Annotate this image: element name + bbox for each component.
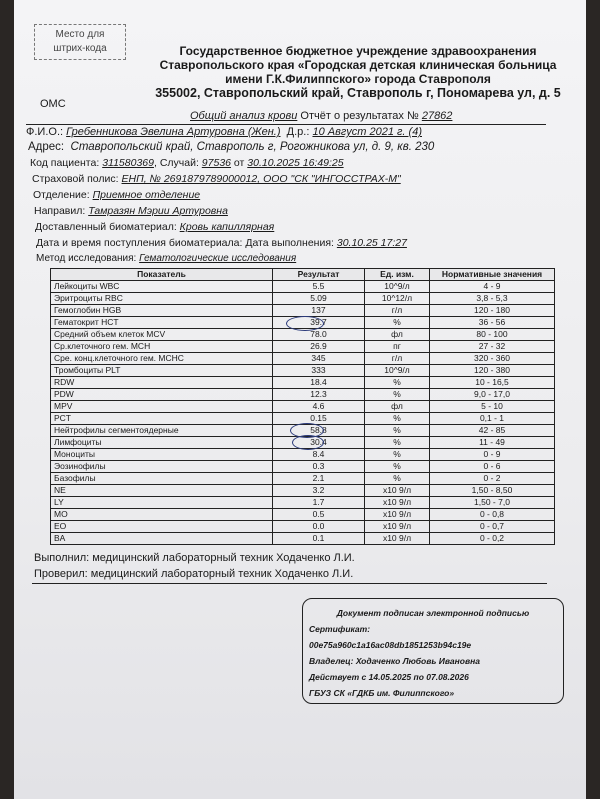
barcode-label: Место для <box>55 29 105 40</box>
unit-cell: 10^12/л <box>365 293 430 305</box>
norm-cell: 320 - 360 <box>430 353 555 365</box>
patient-code-row: Код пациента: 311580369, Случай: 97536 от 30.10.2025 16:49:25 <box>30 157 344 169</box>
unit-cell: % <box>365 377 430 389</box>
label: Адрес: <box>28 141 65 153</box>
result-cell: 2.1 <box>273 473 365 485</box>
performed-by: Выполнил: медицинский лабораторный техник Ходаченко Л.И. <box>34 552 355 564</box>
done-date: 30.10.25 17:27 <box>336 237 407 249</box>
result-cell: 12.3 <box>273 389 365 401</box>
divider <box>32 583 547 584</box>
test-name: Общий анализ крови <box>190 110 298 122</box>
result-cell: 137 <box>273 305 365 317</box>
parameter-cell: LY <box>51 497 273 509</box>
parameter-cell: Лейкоциты WBC <box>51 281 273 293</box>
norm-cell: 80 - 100 <box>430 329 555 341</box>
norm-cell: 0 - 0,8 <box>430 509 555 521</box>
signature-title: Документ подписан электронной подписью <box>336 608 530 618</box>
cert-validity: Действует с 14.05.2025 по 07.08.2026 <box>309 672 469 682</box>
parameter-cell: Лимфоциты <box>51 437 273 449</box>
table-row <box>51 305 555 317</box>
table-row <box>51 389 555 401</box>
unit-cell: пг <box>365 341 430 353</box>
parameter-cell: Средний объем клеток MCV <box>51 329 273 341</box>
label: Страховой полис: <box>32 173 119 185</box>
unit-cell: 10^9/л <box>365 281 430 293</box>
table-row <box>51 497 555 509</box>
result-cell: 0.5 <box>273 509 365 521</box>
cert-org: ГБУЗ СК «ГДКБ им. Филиппского» <box>309 688 455 698</box>
norm-cell: 0 - 2 <box>430 473 555 485</box>
table-row <box>51 509 555 521</box>
department-row <box>33 189 200 202</box>
referred-by: Тамразян Мэрии Артуровна <box>88 205 228 217</box>
patient-code: 311580369 <box>102 157 154 169</box>
norm-cell: 4 - 9 <box>430 281 555 293</box>
patient-name-row <box>26 126 422 139</box>
parameter-cell: Моноциты <box>51 449 273 461</box>
norm-cell: 1,50 - 8,50 <box>430 485 555 497</box>
header-unit: Ед. изм. <box>365 269 430 281</box>
result-cell: 18.4 <box>273 377 365 389</box>
referred-row <box>34 205 228 218</box>
table-row <box>51 353 555 365</box>
table-row <box>51 341 555 353</box>
pen-circle <box>286 316 324 331</box>
result-cell: 5.09 <box>273 293 365 305</box>
parameter-cell: MPV <box>51 401 273 413</box>
unit-cell: 10^9/л <box>365 365 430 377</box>
unit-cell: % <box>365 413 430 425</box>
result-cell: 0.15 <box>273 413 365 425</box>
parameter-cell: Тромбоциты PLT <box>51 365 273 377</box>
header-parameter: Показатель <box>51 269 273 281</box>
patient-address: Ставропольский край, Ставрополь г, Рогожникова ул, д. 9, кв. 230 <box>70 141 435 153</box>
unit-cell: % <box>365 437 430 449</box>
norm-cell: 27 - 32 <box>430 341 555 353</box>
parameter-cell: BA <box>51 533 273 545</box>
result-cell: 4.6 <box>273 401 365 413</box>
org-line: Государственное бюджетное учреждение здравоохранения <box>179 44 537 58</box>
report-title <box>190 110 452 123</box>
patient-dob: 10 Август 2021 г. (4) <box>312 126 422 138</box>
parameter-cell: Гемоглобин HGB <box>51 305 273 317</box>
unit-cell: x10 9/л <box>365 521 430 533</box>
unit-cell: x10 9/л <box>365 485 430 497</box>
biomaterial-row <box>35 221 274 234</box>
parameter-cell: EO <box>51 521 273 533</box>
unit-cell: % <box>365 389 430 401</box>
policy-row <box>32 173 401 186</box>
norm-cell: 3,8 - 5,3 <box>430 293 555 305</box>
barcode-placeholder <box>34 24 126 60</box>
table-row <box>51 473 555 485</box>
table-row <box>51 461 555 473</box>
unit-cell: % <box>365 317 430 329</box>
result-cell: 0.3 <box>273 461 365 473</box>
method: Гематологические исследования <box>139 253 297 264</box>
norm-cell: 0 - 0,2 <box>430 533 555 545</box>
org-address: 355002, Ставропольский край, Ставрополь г, Пономарева ул, д. 5 <box>155 86 561 100</box>
unit-cell: % <box>365 425 430 437</box>
method-row <box>36 252 296 265</box>
parameter-cell: Эозинофилы <box>51 461 273 473</box>
parameter-cell: NE <box>51 485 273 497</box>
table-row <box>51 281 555 293</box>
cert-id: 00e75a960c1a16ac08db1851253b94c19e <box>309 640 472 650</box>
parameter-cell: Гематокрит HCT <box>51 317 273 329</box>
result-cell: 345 <box>273 353 365 365</box>
result-cell: 78.0 <box>273 329 365 341</box>
cert-label: Сертификат: <box>309 624 371 634</box>
parameter-cell: PDW <box>51 389 273 401</box>
table-row <box>51 293 555 305</box>
unit-cell: x10 9/л <box>365 497 430 509</box>
unit-cell: % <box>365 449 430 461</box>
result-cell: 30.4 <box>273 437 365 449</box>
parameter-cell: Сре. конц.клеточного гем. MCHC <box>51 353 273 365</box>
result-cell: 39.7 <box>273 317 365 329</box>
department: Приемное отделение <box>92 189 201 201</box>
unit-cell: % <box>365 461 430 473</box>
address-row <box>28 141 434 154</box>
norm-cell: 9,0 - 17,0 <box>430 389 555 401</box>
dates-row <box>36 237 407 250</box>
case-date: 30.10.2025 16:49:25 <box>247 157 344 169</box>
table-row <box>51 401 555 413</box>
header-norm: Нормативные значения <box>430 269 555 281</box>
norm-cell: 0 - 0,7 <box>430 521 555 533</box>
result-cell: 8.4 <box>273 449 365 461</box>
e-signature-stamp <box>302 598 564 704</box>
header-result: Результат <box>273 269 365 281</box>
lab-report-page <box>14 0 586 799</box>
unit-cell: фл <box>365 401 430 413</box>
checked-by: Проверил: медицинский лабораторный техник Ходаченко Л.И. <box>34 568 354 580</box>
biomaterial: Кровь капиллярная <box>179 221 275 233</box>
label: Доставленный биоматериал: <box>35 221 177 233</box>
oms-label: ОМС <box>40 98 66 110</box>
result-cell: 5.5 <box>273 281 365 293</box>
patient-name: Гребенникова Эвелина Артуровна (Жен.) <box>66 126 281 138</box>
results-table <box>50 268 555 545</box>
label: Дата и время поступления биоматериала: <box>36 237 243 249</box>
norm-cell: 11 - 49 <box>430 437 555 449</box>
norm-cell: 5 - 10 <box>430 401 555 413</box>
table-row <box>51 485 555 497</box>
case-number: 97536 <box>201 157 231 169</box>
norm-cell: 42 - 85 <box>430 425 555 437</box>
norm-cell: 120 - 380 <box>430 365 555 377</box>
table-row <box>51 521 555 533</box>
unit-cell: фл <box>365 329 430 341</box>
report-label: Отчёт о результатах № <box>300 110 419 122</box>
policy: ЕНП, № 2691879789000012, ООО "СК "ИНГОССТРАХ-М" <box>121 173 401 185</box>
label: от <box>233 157 245 169</box>
unit-cell: x10 9/л <box>365 533 430 545</box>
norm-cell: 36 - 56 <box>430 317 555 329</box>
parameter-cell: RDW <box>51 377 273 389</box>
result-cell: 3.2 <box>273 485 365 497</box>
divider <box>26 124 546 125</box>
result-cell: 333 <box>273 365 365 377</box>
org-line: имени Г.К.Филиппского» города Ставрополя <box>225 72 491 86</box>
result-cell: 26.9 <box>273 341 365 353</box>
label: Случай: <box>159 157 199 169</box>
result-cell: 58.8 <box>273 425 365 437</box>
parameter-cell: MO <box>51 509 273 521</box>
pen-circle <box>292 435 324 450</box>
table-row <box>51 533 555 545</box>
unit-cell: x10 9/л <box>365 509 430 521</box>
barcode-label: штрих-кода <box>53 43 107 54</box>
organization-header <box>138 44 578 100</box>
parameter-cell: Эритроциты RBC <box>51 293 273 305</box>
parameter-cell: Ср.клеточного гем. MCH <box>51 341 273 353</box>
norm-cell: 0,1 - 1 <box>430 413 555 425</box>
result-cell: 1.7 <box>273 497 365 509</box>
parameter-cell: Базофилы <box>51 473 273 485</box>
label: Ф.И.О.: <box>26 126 64 138</box>
label: Метод исследования: <box>36 253 137 264</box>
label: Дата выполнения: <box>245 237 334 249</box>
unit-cell: г/л <box>365 305 430 317</box>
parameter-cell: Нейтрофилы сегментоядерные <box>51 425 273 437</box>
parameter-cell: PCT <box>51 413 273 425</box>
table-row <box>51 449 555 461</box>
norm-cell: 120 - 180 <box>430 305 555 317</box>
unit-cell: г/л <box>365 353 430 365</box>
result-cell: 0.0 <box>273 521 365 533</box>
org-line: Ставропольского края «Городская детская клиническая больница <box>159 58 557 72</box>
unit-cell: % <box>365 473 430 485</box>
norm-cell: 0 - 9 <box>430 449 555 461</box>
norm-cell: 10 - 16,5 <box>430 377 555 389</box>
norm-cell: 0 - 6 <box>430 461 555 473</box>
label: Код пациента: <box>30 157 100 169</box>
cert-owner: Владелец: Ходаченко Любовь Ивановна <box>309 656 480 666</box>
report-number: 27862 <box>421 110 453 122</box>
table-row <box>51 365 555 377</box>
label: Отделение: <box>33 189 90 201</box>
result-cell: 0.1 <box>273 533 365 545</box>
label: Д.р.: <box>286 126 310 138</box>
table-row <box>51 377 555 389</box>
norm-cell: 1,50 - 7,0 <box>430 497 555 509</box>
label: Направил: <box>34 205 86 217</box>
